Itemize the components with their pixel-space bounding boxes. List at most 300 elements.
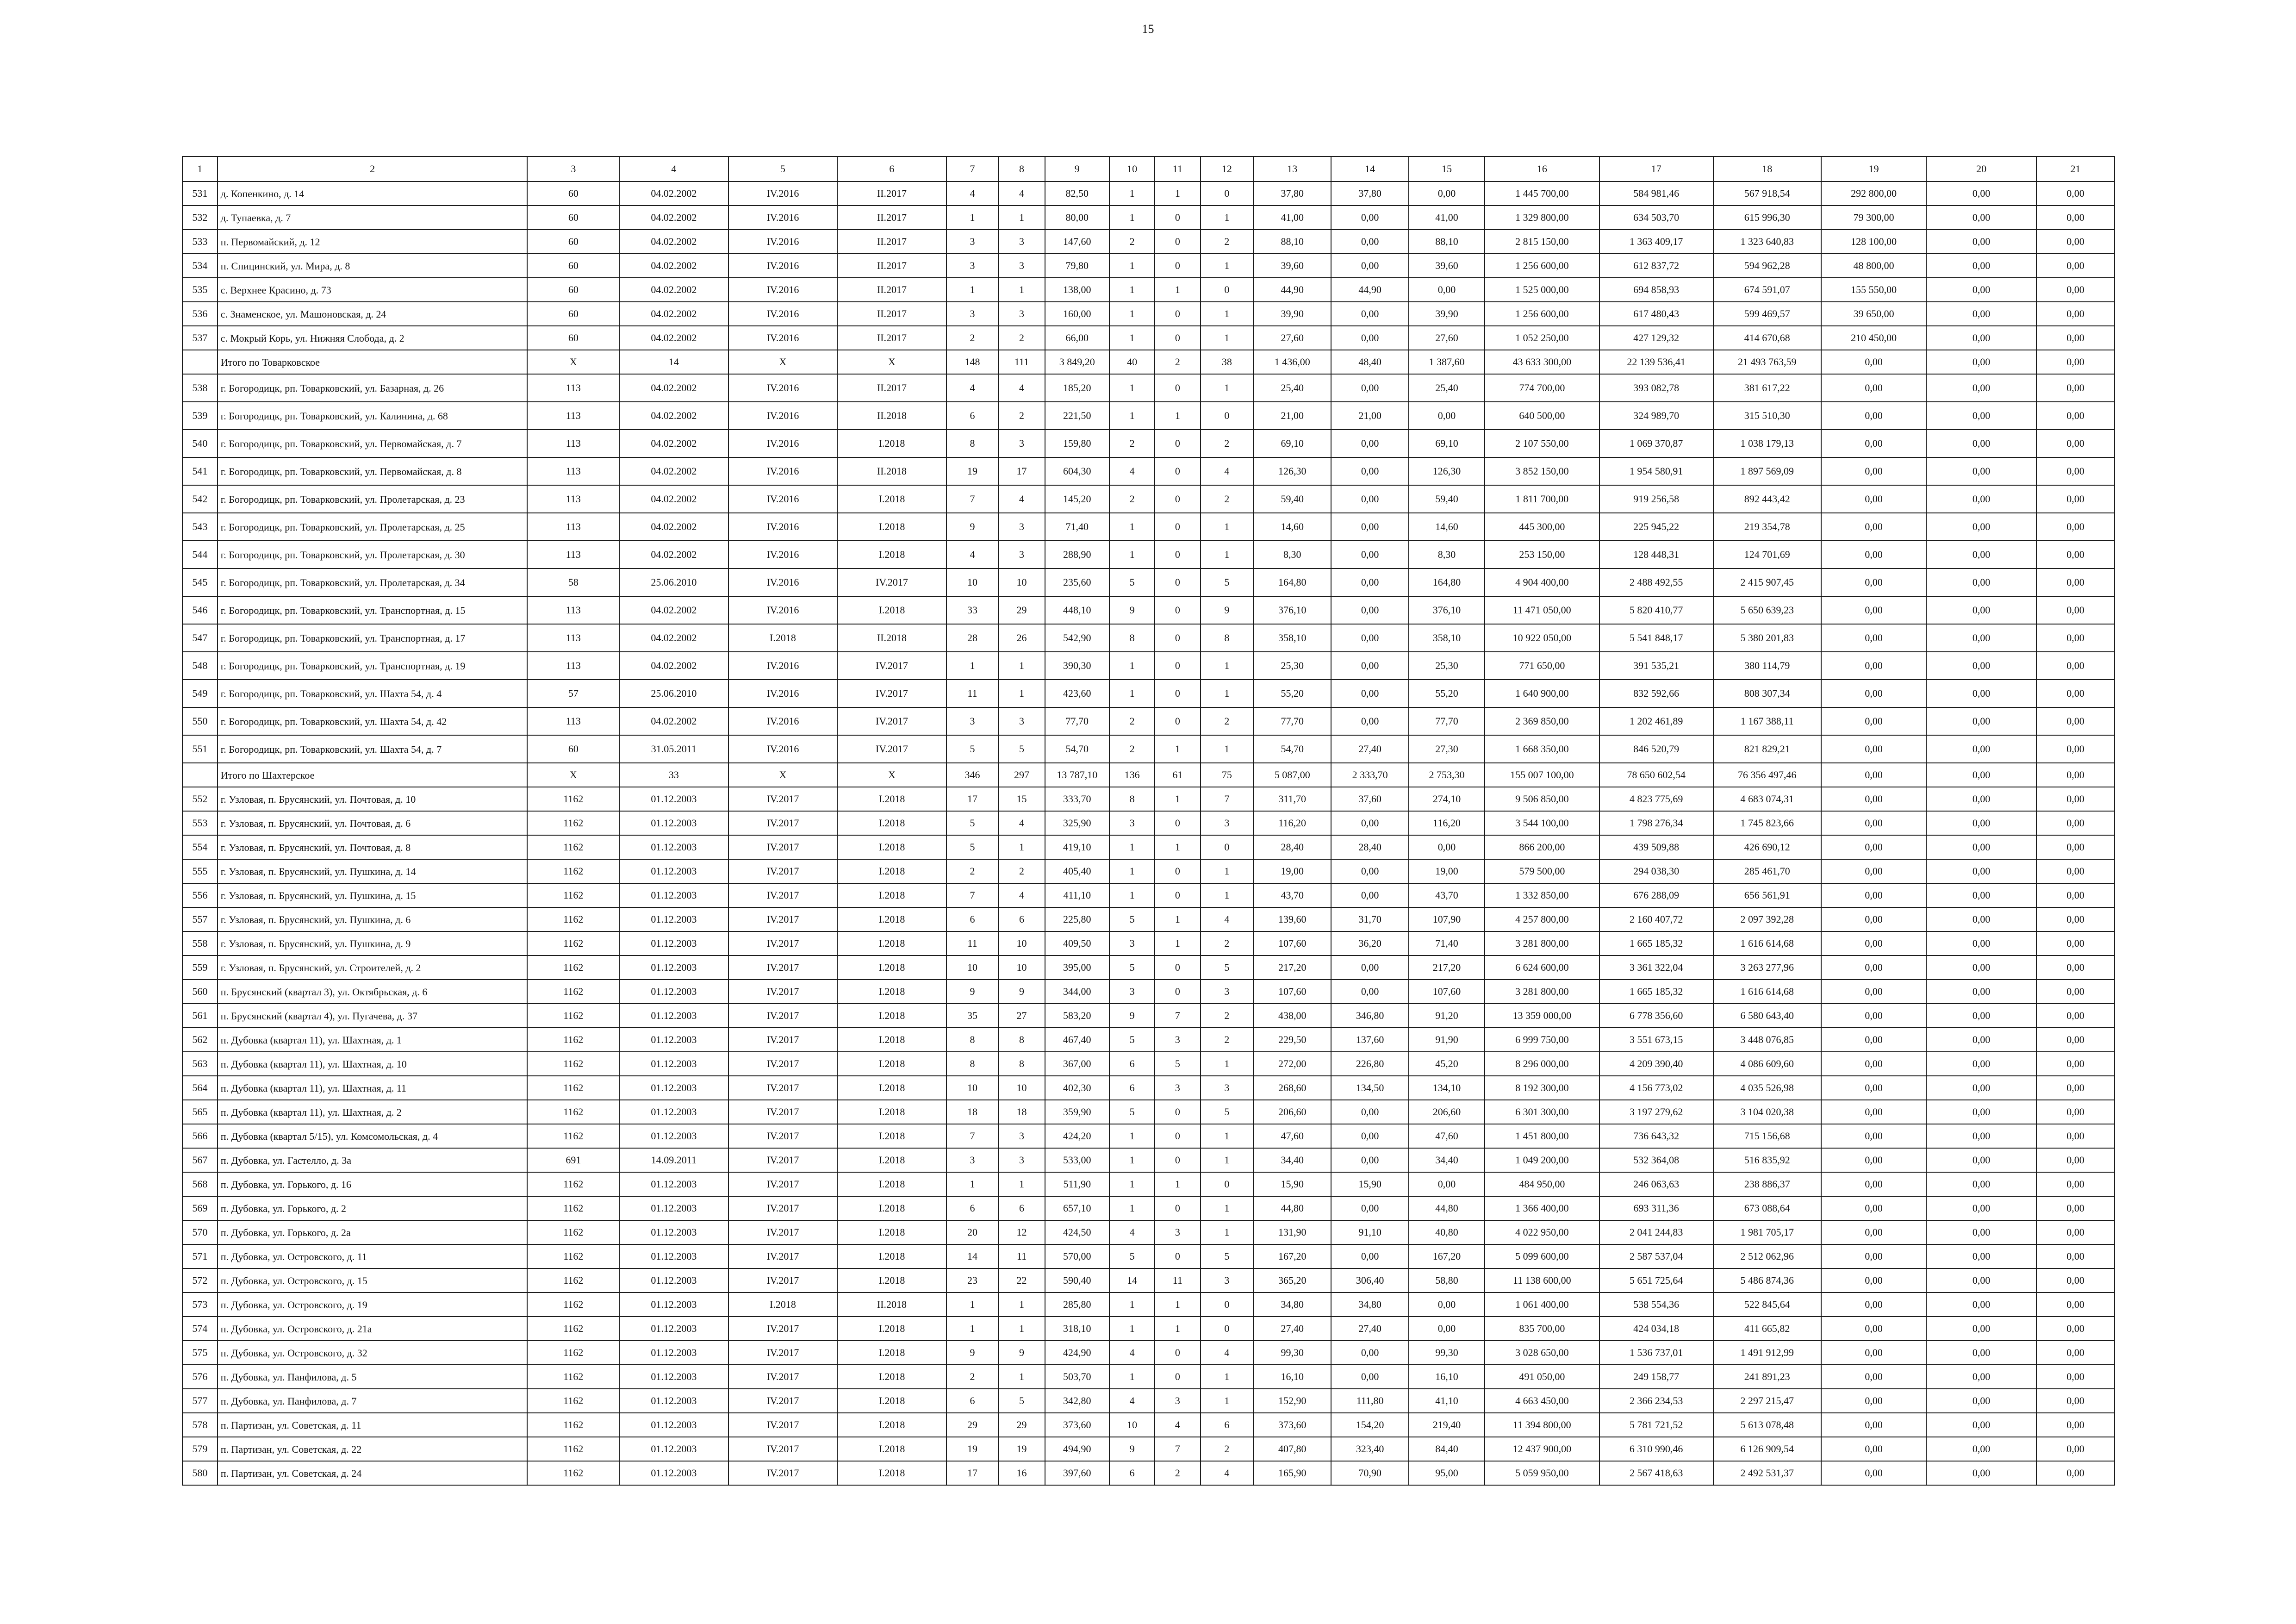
address-cell: д. Тупаевка, д. 7 bbox=[218, 206, 528, 230]
col-14-cell: 0,00 bbox=[1331, 541, 1409, 568]
address-cell: г. Узловая, п. Брусянский, ул. Строителей, д. 2 bbox=[218, 956, 528, 980]
col-15-cell: 116,20 bbox=[1409, 811, 1485, 835]
col-18-cell: 673 088,64 bbox=[1713, 1196, 1821, 1220]
row-number-cell: 553 bbox=[182, 811, 218, 835]
col-4-cell: 04.02.2002 bbox=[619, 206, 728, 230]
col-11-cell: 0 bbox=[1155, 859, 1200, 883]
row-number-cell: 580 bbox=[182, 1461, 218, 1485]
col-12-cell: 5 bbox=[1201, 1244, 1254, 1268]
table-row bbox=[182, 1196, 2115, 1220]
address-cell: п. Дубовка, ул. Панфилова, д. 7 bbox=[218, 1389, 528, 1413]
col-7-cell: 2 bbox=[946, 1365, 999, 1389]
col-5-cell: IV.2017 bbox=[728, 787, 838, 811]
col-10-cell: 1 bbox=[1109, 513, 1155, 541]
col-14-cell: 0,00 bbox=[1331, 230, 1409, 254]
col-5-cell: IV.2017 bbox=[728, 1341, 838, 1365]
col-10-cell: 1 bbox=[1109, 1148, 1155, 1172]
col-16-cell: 2 369 850,00 bbox=[1485, 707, 1599, 735]
col-14-cell: 15,90 bbox=[1331, 1172, 1409, 1196]
table-row bbox=[182, 883, 2115, 907]
col-9-cell: 225,80 bbox=[1045, 907, 1109, 931]
col-15-cell: 40,80 bbox=[1409, 1220, 1485, 1244]
col-14-cell: 0,00 bbox=[1331, 624, 1409, 652]
col-9-cell: 424,20 bbox=[1045, 1124, 1109, 1148]
col-16-cell: 1 640 900,00 bbox=[1485, 680, 1599, 707]
row-number-cell: 541 bbox=[182, 457, 218, 485]
table-row bbox=[182, 596, 2115, 624]
col-6-cell: I.2018 bbox=[837, 787, 946, 811]
col-12-cell: 1 bbox=[1201, 1052, 1254, 1076]
col-7-cell: 7 bbox=[946, 1124, 999, 1148]
col-20-cell: 0,00 bbox=[1926, 457, 2036, 485]
row-number-cell: 558 bbox=[182, 931, 218, 956]
col-6-cell: I.2018 bbox=[837, 980, 946, 1004]
col-14-cell: 0,00 bbox=[1331, 1196, 1409, 1220]
col-10-cell: 6 bbox=[1109, 1461, 1155, 1485]
col-13-cell: 47,60 bbox=[1253, 1124, 1331, 1148]
col-18-cell: 4 086 609,60 bbox=[1713, 1052, 1821, 1076]
col-9-cell: 235,60 bbox=[1045, 568, 1109, 596]
col-21-cell: 0,00 bbox=[2036, 787, 2115, 811]
col-20-cell: 0,00 bbox=[1926, 596, 2036, 624]
col-11-cell: 0 bbox=[1155, 1196, 1200, 1220]
col-6-cell: II.2017 bbox=[837, 374, 946, 402]
col-20-cell: 0,00 bbox=[1926, 568, 2036, 596]
col-3-cell: 60 bbox=[527, 326, 619, 350]
col-6-cell: II.2017 bbox=[837, 326, 946, 350]
col-17-cell: 612 837,72 bbox=[1599, 254, 1713, 278]
col-21-cell: 0,00 bbox=[2036, 1196, 2115, 1220]
col-15-cell: 39,90 bbox=[1409, 302, 1485, 326]
col-16-cell: 4 257 800,00 bbox=[1485, 907, 1599, 931]
col-7-cell: 8 bbox=[946, 1052, 999, 1076]
address-cell: г. Богородицк, рп. Товарковский, ул. Транспортная, д. 15 bbox=[218, 596, 528, 624]
col-7-cell: 3 bbox=[946, 254, 999, 278]
col-15-cell: 43,70 bbox=[1409, 883, 1485, 907]
col-4-cell: 04.02.2002 bbox=[619, 430, 728, 457]
col-11-cell: 3 bbox=[1155, 1028, 1200, 1052]
col-11-cell: 0 bbox=[1155, 1124, 1200, 1148]
col-13-cell: 16,10 bbox=[1253, 1365, 1331, 1389]
col-9-cell: 467,40 bbox=[1045, 1028, 1109, 1052]
col-14-cell: 226,80 bbox=[1331, 1052, 1409, 1076]
col-9-cell: 77,70 bbox=[1045, 707, 1109, 735]
address-cell: Итого по Шахтерское bbox=[218, 763, 528, 787]
col-11-cell: 1 bbox=[1155, 907, 1200, 931]
col-13-cell: 25,40 bbox=[1253, 374, 1331, 402]
col-13-cell: 311,70 bbox=[1253, 787, 1331, 811]
col-14-cell: 306,40 bbox=[1331, 1268, 1409, 1293]
col-7-cell: 5 bbox=[946, 835, 999, 859]
col-14-cell: 37,60 bbox=[1331, 787, 1409, 811]
col-16-cell: 1 668 350,00 bbox=[1485, 735, 1599, 763]
col-13-cell: 365,20 bbox=[1253, 1268, 1331, 1293]
col-3-cell: X bbox=[527, 350, 619, 374]
col-8-cell: 10 bbox=[998, 568, 1045, 596]
col-21-cell: 0,00 bbox=[2036, 596, 2115, 624]
col-18-cell: 1 897 569,09 bbox=[1713, 457, 1821, 485]
col-7-cell: 11 bbox=[946, 680, 999, 707]
col-13-cell: 152,90 bbox=[1253, 1389, 1331, 1413]
col-20-cell: 0,00 bbox=[1926, 707, 2036, 735]
col-10-cell: 3 bbox=[1109, 980, 1155, 1004]
col-20-cell: 0,00 bbox=[1926, 1317, 2036, 1341]
col-19-cell: 48 800,00 bbox=[1821, 254, 1926, 278]
header-cell: 9 bbox=[1045, 156, 1109, 181]
address-cell: п. Дубовка, ул. Гастелло, д. 3а bbox=[218, 1148, 528, 1172]
table-row bbox=[182, 230, 2115, 254]
col-15-cell: 45,20 bbox=[1409, 1052, 1485, 1076]
col-12-cell: 8 bbox=[1201, 624, 1254, 652]
col-5-cell: IV.2016 bbox=[728, 707, 838, 735]
col-19-cell: 0,00 bbox=[1821, 931, 1926, 956]
col-19-cell: 0,00 bbox=[1821, 1365, 1926, 1389]
col-11-cell: 0 bbox=[1155, 206, 1200, 230]
col-7-cell: 19 bbox=[946, 1437, 999, 1461]
col-3-cell: 1162 bbox=[527, 1004, 619, 1028]
col-15-cell: 0,00 bbox=[1409, 835, 1485, 859]
col-7-cell: 5 bbox=[946, 811, 999, 835]
col-7-cell: 23 bbox=[946, 1268, 999, 1293]
col-12-cell: 3 bbox=[1201, 1076, 1254, 1100]
col-6-cell: IV.2017 bbox=[837, 707, 946, 735]
row-number-cell: 552 bbox=[182, 787, 218, 811]
col-16-cell: 2 815 150,00 bbox=[1485, 230, 1599, 254]
col-6-cell: I.2018 bbox=[837, 1148, 946, 1172]
col-16-cell: 1 061 400,00 bbox=[1485, 1293, 1599, 1317]
table-row bbox=[182, 430, 2115, 457]
table-row bbox=[182, 859, 2115, 883]
col-18-cell: 599 469,57 bbox=[1713, 302, 1821, 326]
col-17-cell: 532 364,08 bbox=[1599, 1148, 1713, 1172]
col-7-cell: 9 bbox=[946, 1341, 999, 1365]
col-18-cell: 241 891,23 bbox=[1713, 1365, 1821, 1389]
col-17-cell: 22 139 536,41 bbox=[1599, 350, 1713, 374]
col-11-cell: 0 bbox=[1155, 302, 1200, 326]
table-row bbox=[182, 254, 2115, 278]
address-cell: п. Дубовка, ул. Островского, д. 19 bbox=[218, 1293, 528, 1317]
col-5-cell: IV.2017 bbox=[728, 1220, 838, 1244]
col-12-cell: 1 bbox=[1201, 513, 1254, 541]
col-8-cell: 2 bbox=[998, 859, 1045, 883]
col-10-cell: 14 bbox=[1109, 1268, 1155, 1293]
address-cell: п. Дубовка, ул. Панфилова, д. 5 bbox=[218, 1365, 528, 1389]
col-3-cell: 1162 bbox=[527, 1196, 619, 1220]
col-21-cell: 0,00 bbox=[2036, 835, 2115, 859]
col-18-cell: 219 354,78 bbox=[1713, 513, 1821, 541]
col-14-cell: 0,00 bbox=[1331, 652, 1409, 680]
col-19-cell: 128 100,00 bbox=[1821, 230, 1926, 254]
housing-registry-table bbox=[182, 156, 2115, 1486]
col-8-cell: 3 bbox=[998, 1124, 1045, 1148]
col-12-cell: 2 bbox=[1201, 931, 1254, 956]
row-number-cell: 578 bbox=[182, 1413, 218, 1437]
col-20-cell: 0,00 bbox=[1926, 980, 2036, 1004]
col-6-cell: I.2018 bbox=[837, 883, 946, 907]
col-21-cell: 0,00 bbox=[2036, 457, 2115, 485]
col-15-cell: 44,80 bbox=[1409, 1196, 1485, 1220]
col-19-cell: 0,00 bbox=[1821, 568, 1926, 596]
col-18-cell: 5 380 201,83 bbox=[1713, 624, 1821, 652]
col-17-cell: 1 536 737,01 bbox=[1599, 1341, 1713, 1365]
col-17-cell: 2 366 234,53 bbox=[1599, 1389, 1713, 1413]
col-16-cell: 866 200,00 bbox=[1485, 835, 1599, 859]
col-21-cell: 0,00 bbox=[2036, 1172, 2115, 1196]
col-21-cell: 0,00 bbox=[2036, 652, 2115, 680]
col-13-cell: 5 087,00 bbox=[1253, 763, 1331, 787]
col-12-cell: 5 bbox=[1201, 568, 1254, 596]
col-20-cell: 0,00 bbox=[1926, 1365, 2036, 1389]
col-17-cell: 584 981,46 bbox=[1599, 181, 1713, 206]
row-number-cell: 538 bbox=[182, 374, 218, 402]
col-15-cell: 59,40 bbox=[1409, 485, 1485, 513]
col-8-cell: 6 bbox=[998, 1196, 1045, 1220]
table-row bbox=[182, 1413, 2115, 1437]
col-18-cell: 522 845,64 bbox=[1713, 1293, 1821, 1317]
col-19-cell: 0,00 bbox=[1821, 1389, 1926, 1413]
col-18-cell: 4 035 526,98 bbox=[1713, 1076, 1821, 1100]
col-7-cell: 3 bbox=[946, 707, 999, 735]
address-cell: г. Узловая, п. Брусянский, ул. Пушкина, д. 14 bbox=[218, 859, 528, 883]
col-18-cell: 238 886,37 bbox=[1713, 1172, 1821, 1196]
col-5-cell: IV.2017 bbox=[728, 1317, 838, 1341]
col-11-cell: 1 bbox=[1155, 931, 1200, 956]
col-3-cell: 1162 bbox=[527, 956, 619, 980]
col-19-cell: 0,00 bbox=[1821, 402, 1926, 430]
col-16-cell: 771 650,00 bbox=[1485, 652, 1599, 680]
col-6-cell: IV.2017 bbox=[837, 735, 946, 763]
col-13-cell: 21,00 bbox=[1253, 402, 1331, 430]
col-20-cell: 0,00 bbox=[1926, 326, 2036, 350]
col-4-cell: 01.12.2003 bbox=[619, 1317, 728, 1341]
header-cell: 18 bbox=[1713, 156, 1821, 181]
col-20-cell: 0,00 bbox=[1926, 1148, 2036, 1172]
col-16-cell: 43 633 300,00 bbox=[1485, 350, 1599, 374]
col-5-cell: IV.2017 bbox=[728, 811, 838, 835]
col-15-cell: 99,30 bbox=[1409, 1341, 1485, 1365]
col-4-cell: 01.12.2003 bbox=[619, 811, 728, 835]
col-9-cell: 542,90 bbox=[1045, 624, 1109, 652]
col-19-cell: 0,00 bbox=[1821, 787, 1926, 811]
col-4-cell: 04.02.2002 bbox=[619, 485, 728, 513]
col-13-cell: 27,40 bbox=[1253, 1317, 1331, 1341]
col-19-cell: 0,00 bbox=[1821, 1268, 1926, 1293]
col-19-cell: 39 650,00 bbox=[1821, 302, 1926, 326]
col-9-cell: 405,40 bbox=[1045, 859, 1109, 883]
col-14-cell: 134,50 bbox=[1331, 1076, 1409, 1100]
col-20-cell: 0,00 bbox=[1926, 735, 2036, 763]
col-9-cell: 333,70 bbox=[1045, 787, 1109, 811]
col-3-cell: 113 bbox=[527, 374, 619, 402]
col-6-cell: II.2017 bbox=[837, 278, 946, 302]
col-4-cell: 01.12.2003 bbox=[619, 1365, 728, 1389]
col-17-cell: 1 665 185,32 bbox=[1599, 931, 1713, 956]
col-5-cell: X bbox=[728, 763, 838, 787]
col-3-cell: 113 bbox=[527, 430, 619, 457]
col-11-cell: 0 bbox=[1155, 430, 1200, 457]
col-18-cell: 1 491 912,99 bbox=[1713, 1341, 1821, 1365]
address-cell: д. Копенкино, д. 14 bbox=[218, 181, 528, 206]
col-15-cell: 206,60 bbox=[1409, 1100, 1485, 1124]
col-6-cell: IV.2017 bbox=[837, 680, 946, 707]
col-21-cell: 0,00 bbox=[2036, 1341, 2115, 1365]
col-3-cell: 58 bbox=[527, 568, 619, 596]
col-21-cell: 0,00 bbox=[2036, 1028, 2115, 1052]
table-row bbox=[182, 1028, 2115, 1052]
address-cell: п. Партизан, ул. Советская, д. 24 bbox=[218, 1461, 528, 1485]
col-19-cell: 0,00 bbox=[1821, 624, 1926, 652]
col-20-cell: 0,00 bbox=[1926, 1052, 2036, 1076]
col-15-cell: 358,10 bbox=[1409, 624, 1485, 652]
col-20-cell: 0,00 bbox=[1926, 907, 2036, 931]
col-12-cell: 5 bbox=[1201, 1100, 1254, 1124]
col-19-cell: 0,00 bbox=[1821, 883, 1926, 907]
col-6-cell: I.2018 bbox=[837, 541, 946, 568]
col-9-cell: 285,80 bbox=[1045, 1293, 1109, 1317]
col-17-cell: 5 820 410,77 bbox=[1599, 596, 1713, 624]
col-15-cell: 47,60 bbox=[1409, 1124, 1485, 1148]
col-10-cell: 1 bbox=[1109, 883, 1155, 907]
col-7-cell: 6 bbox=[946, 907, 999, 931]
col-10-cell: 1 bbox=[1109, 326, 1155, 350]
col-7-cell: 1 bbox=[946, 652, 999, 680]
col-18-cell: 1 745 823,66 bbox=[1713, 811, 1821, 835]
col-16-cell: 9 506 850,00 bbox=[1485, 787, 1599, 811]
col-13-cell: 438,00 bbox=[1253, 1004, 1331, 1028]
col-6-cell: I.2018 bbox=[837, 956, 946, 980]
col-14-cell: 28,40 bbox=[1331, 835, 1409, 859]
col-9-cell: 13 787,10 bbox=[1045, 763, 1109, 787]
col-11-cell: 0 bbox=[1155, 568, 1200, 596]
col-15-cell: 16,10 bbox=[1409, 1365, 1485, 1389]
col-15-cell: 77,70 bbox=[1409, 707, 1485, 735]
table-row bbox=[182, 1052, 2115, 1076]
col-10-cell: 1 bbox=[1109, 859, 1155, 883]
col-13-cell: 69,10 bbox=[1253, 430, 1331, 457]
row-number-cell: 546 bbox=[182, 596, 218, 624]
col-21-cell: 0,00 bbox=[2036, 302, 2115, 326]
table-row bbox=[182, 735, 2115, 763]
col-6-cell: I.2018 bbox=[837, 1461, 946, 1485]
col-16-cell: 3 852 150,00 bbox=[1485, 457, 1599, 485]
col-3-cell: 1162 bbox=[527, 787, 619, 811]
col-6-cell: I.2018 bbox=[837, 1268, 946, 1293]
col-14-cell: 0,00 bbox=[1331, 1124, 1409, 1148]
col-10-cell: 8 bbox=[1109, 624, 1155, 652]
col-19-cell: 0,00 bbox=[1821, 1172, 1926, 1196]
col-6-cell: II.2017 bbox=[837, 181, 946, 206]
col-16-cell: 1 256 600,00 bbox=[1485, 302, 1599, 326]
col-10-cell: 2 bbox=[1109, 707, 1155, 735]
col-15-cell: 0,00 bbox=[1409, 181, 1485, 206]
col-21-cell: 0,00 bbox=[2036, 1004, 2115, 1028]
col-21-cell: 0,00 bbox=[2036, 859, 2115, 883]
address-cell: п. Партизан, ул. Советская, д. 11 bbox=[218, 1413, 528, 1437]
col-13-cell: 206,60 bbox=[1253, 1100, 1331, 1124]
col-5-cell: IV.2017 bbox=[728, 1268, 838, 1293]
col-18-cell: 2 415 907,45 bbox=[1713, 568, 1821, 596]
col-14-cell: 0,00 bbox=[1331, 1341, 1409, 1365]
col-13-cell: 34,80 bbox=[1253, 1293, 1331, 1317]
col-15-cell: 107,90 bbox=[1409, 907, 1485, 931]
col-3-cell: 113 bbox=[527, 596, 619, 624]
col-16-cell: 10 922 050,00 bbox=[1485, 624, 1599, 652]
col-10-cell: 1 bbox=[1109, 278, 1155, 302]
col-10-cell: 1 bbox=[1109, 206, 1155, 230]
col-9-cell: 395,00 bbox=[1045, 956, 1109, 980]
col-21-cell: 0,00 bbox=[2036, 1220, 2115, 1244]
col-7-cell: 9 bbox=[946, 980, 999, 1004]
col-15-cell: 376,10 bbox=[1409, 596, 1485, 624]
col-14-cell: 0,00 bbox=[1331, 1244, 1409, 1268]
col-8-cell: 1 bbox=[998, 680, 1045, 707]
row-number-cell: 569 bbox=[182, 1196, 218, 1220]
col-7-cell: 3 bbox=[946, 302, 999, 326]
col-9-cell: 185,20 bbox=[1045, 374, 1109, 402]
col-19-cell: 0,00 bbox=[1821, 956, 1926, 980]
col-16-cell: 1 052 250,00 bbox=[1485, 326, 1599, 350]
col-15-cell: 71,40 bbox=[1409, 931, 1485, 956]
col-7-cell: 17 bbox=[946, 1461, 999, 1485]
col-15-cell: 0,00 bbox=[1409, 1293, 1485, 1317]
row-number-cell: 535 bbox=[182, 278, 218, 302]
col-7-cell: 10 bbox=[946, 956, 999, 980]
col-6-cell: II.2017 bbox=[837, 302, 946, 326]
col-10-cell: 8 bbox=[1109, 787, 1155, 811]
col-9-cell: 533,00 bbox=[1045, 1148, 1109, 1172]
table-row bbox=[182, 1293, 2115, 1317]
col-12-cell: 1 bbox=[1201, 541, 1254, 568]
col-11-cell: 7 bbox=[1155, 1437, 1200, 1461]
col-17-cell: 5 541 848,17 bbox=[1599, 624, 1713, 652]
col-7-cell: 33 bbox=[946, 596, 999, 624]
table-row bbox=[182, 811, 2115, 835]
col-8-cell: 19 bbox=[998, 1437, 1045, 1461]
col-8-cell: 4 bbox=[998, 883, 1045, 907]
header-cell: 7 bbox=[946, 156, 999, 181]
col-19-cell: 0,00 bbox=[1821, 374, 1926, 402]
col-10-cell: 136 bbox=[1109, 763, 1155, 787]
col-6-cell: II.2018 bbox=[837, 457, 946, 485]
col-14-cell: 0,00 bbox=[1331, 811, 1409, 835]
col-13-cell: 14,60 bbox=[1253, 513, 1331, 541]
header-cell: 21 bbox=[2036, 156, 2115, 181]
col-19-cell: 0,00 bbox=[1821, 835, 1926, 859]
col-9-cell: 570,00 bbox=[1045, 1244, 1109, 1268]
col-11-cell: 0 bbox=[1155, 811, 1200, 835]
address-cell: п. Дубовка (квартал 11), ул. Шахтная, д. 1 bbox=[218, 1028, 528, 1052]
col-15-cell: 34,40 bbox=[1409, 1148, 1485, 1172]
col-21-cell: 0,00 bbox=[2036, 956, 2115, 980]
address-cell: п. Дубовка, ул. Горького, д. 2 bbox=[218, 1196, 528, 1220]
page-number: 15 bbox=[1142, 22, 1154, 36]
col-15-cell: 91,20 bbox=[1409, 1004, 1485, 1028]
col-11-cell: 0 bbox=[1155, 1341, 1200, 1365]
col-5-cell: IV.2017 bbox=[728, 1148, 838, 1172]
col-14-cell: 0,00 bbox=[1331, 1148, 1409, 1172]
col-10-cell: 40 bbox=[1109, 350, 1155, 374]
col-12-cell: 1 bbox=[1201, 1196, 1254, 1220]
col-5-cell: IV.2017 bbox=[728, 1100, 838, 1124]
col-12-cell: 2 bbox=[1201, 430, 1254, 457]
col-18-cell: 5 650 639,23 bbox=[1713, 596, 1821, 624]
col-17-cell: 4 823 775,69 bbox=[1599, 787, 1713, 811]
address-cell: п. Дубовка, ул. Горького, д. 16 bbox=[218, 1172, 528, 1196]
col-10-cell: 6 bbox=[1109, 1052, 1155, 1076]
address-cell: г. Богородицк, рп. Товарковский, ул. Транспортная, д. 17 bbox=[218, 624, 528, 652]
col-9-cell: 423,60 bbox=[1045, 680, 1109, 707]
table-row bbox=[182, 787, 2115, 811]
